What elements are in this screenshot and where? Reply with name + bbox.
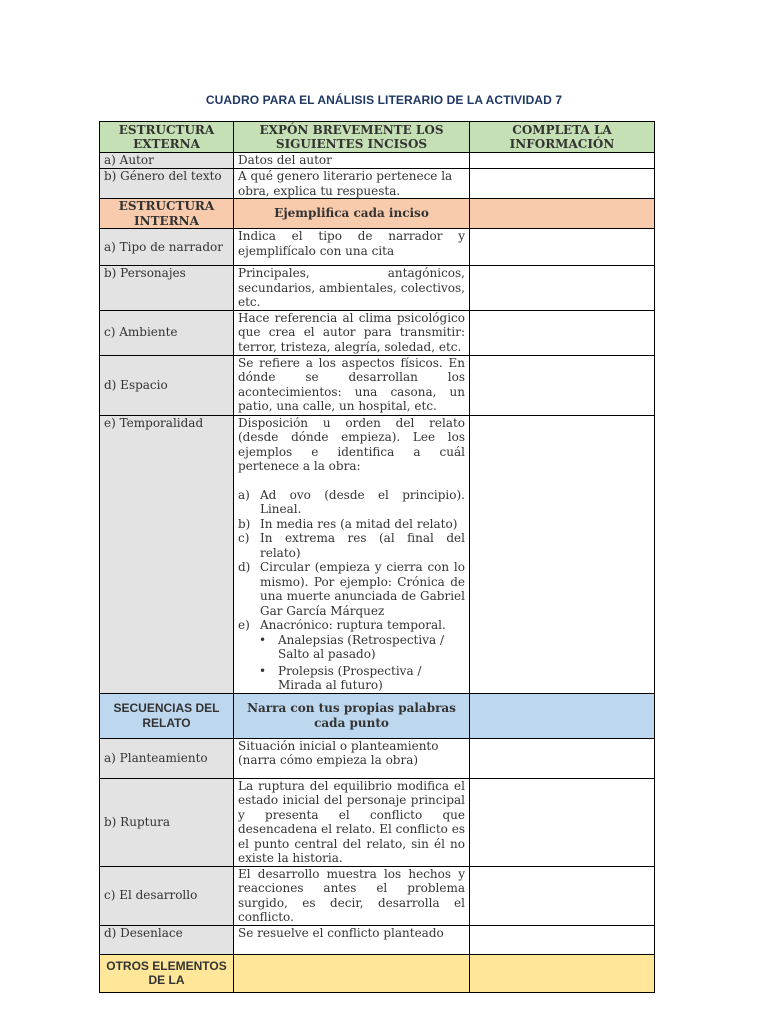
row-label: d) Espacio [100,355,234,415]
answer-cell[interactable] [470,415,655,693]
page-title: CUADRO PARA EL ANÁLISIS LITERARIO DE LA ACTIVIDAD 7 [205,93,563,107]
row-instruction [234,415,470,693]
header-narra: Narra con tus propias palabras cada punto [234,693,470,738]
row-instruction: Se refiere a los aspectos físicos. En dónde se desarrollan los acontecimientos: una casona, un patio, una calle, un hospital, etc. [234,355,470,415]
answer-cell[interactable] [470,866,655,925]
table-row [100,778,655,866]
row-instruction: A qué genero literario pertenece la obra, explica tu respuesta. [234,169,470,199]
answer-cell[interactable] [470,310,655,355]
header-expon: EXPÓN BREVEMENTE LOS SIGUIENTES INCISOS [234,122,470,153]
header-empty-cell [470,693,655,738]
list-item: • Prolepsis (Prospectiva / Mirada al futuro) [259,663,422,692]
row-instruction: La ruptura del equilibrio modifica el estado inicial del personaje principal y presenta el conflicto que desencadena el relato. El conflicto es el punto central del relato, sin él no existe la historia. [234,778,470,866]
answer-cell[interactable] [470,355,655,415]
answer-cell[interactable] [470,925,655,954]
answer-cell[interactable] [470,229,655,266]
section-header-row [100,199,655,229]
table-row [100,153,655,169]
header-otros-elementos: OTROS ELEMENTOS DE LA [100,954,234,992]
section-header-row [100,693,655,738]
answer-cell[interactable] [470,778,655,866]
answer-cell[interactable] [470,153,655,169]
header-completa: COMPLETA LA INFORMACIÓN [470,122,655,153]
temporalidad-subitems [238,633,465,693]
row-label: a) Autor [100,153,234,169]
row-label: c) El desarrollo [100,866,234,925]
row-instruction: Hace referencia al clima psicológico que crea el autor para transmitir: terror, tristeza, alegría, soledad, etc. [234,310,470,355]
row-label: a) Tipo de narrador [100,229,234,266]
table-row [100,925,655,954]
header-empty-cell [470,199,655,229]
header-ejemplifica: Ejemplifica cada inciso [234,199,470,229]
table-row [100,310,655,355]
answer-cell[interactable] [470,738,655,778]
row-instruction: Indica el tipo de narrador y ejemplifícalo con una cita [234,229,470,266]
list-item: e) Anacrónico: ruptura temporal. [238,618,446,632]
row-label: b) Ruptura [100,778,234,866]
list-item: • Analepsias (Retrospectiva / Salto al pasado) [259,632,445,661]
table-row [100,415,655,693]
list-item: b) In media res (a mitad del relato) [238,516,458,531]
list-item: d) Circular (empieza y cierra con lo mismo). Por ejemplo: Crónica de una muerte anunciada de Gabriel Gar García Márquez [238,560,465,618]
header-secuencias: SECUENCIAS DEL RELATO [100,693,234,738]
table-row [100,266,655,311]
row-instruction: Principales, antagónicos, secundarios, ambientales, colectivos, etc. [234,266,470,311]
row-instruction: Datos del autor [234,153,470,169]
answer-cell[interactable] [470,266,655,311]
header-empty-cell [470,954,655,992]
table-row [100,229,655,266]
header-row [100,122,655,153]
row-label: a) Planteamiento [100,738,234,778]
row-label: c) Ambiente [100,310,234,355]
header-estructura-interna: ESTRUCTURA INTERNA [100,199,234,229]
row-label: b) Personajes [100,266,234,311]
temporalidad-options [238,488,465,633]
row-instruction: El desarrollo muestra los hechos y reacciones antes el problema surgido, es decir, desarrolla el conflicto. [234,866,470,925]
row-label: d) Desenlace [100,925,234,954]
row-label: e) Temporalidad [100,415,234,693]
row-instruction: Se resuelve el conflicto planteado [234,925,470,954]
list-item: c) In extrema res (al final del relato) [238,531,465,560]
section-header-row [100,954,655,992]
table-row [100,866,655,925]
row-instruction: Situación inicial o planteamiento (narra cómo empieza la obra) [234,738,470,778]
analysis-table [99,121,655,993]
answer-cell[interactable] [470,169,655,199]
table-row [100,169,655,199]
table-row [100,738,655,778]
list-item: a) Ad ovo (desde el principio). Lineal. [238,487,465,516]
temporalidad-intro: Disposición u orden del relato (desde dónde empieza). Lee los ejemplos e identifica a cuál pertenece a la obra: [238,415,465,473]
header-estructura-externa: ESTRUCTURA EXTERNA [100,122,234,153]
row-label: b) Género del texto [100,169,234,199]
table-row [100,355,655,415]
header-empty-cell [234,954,470,992]
